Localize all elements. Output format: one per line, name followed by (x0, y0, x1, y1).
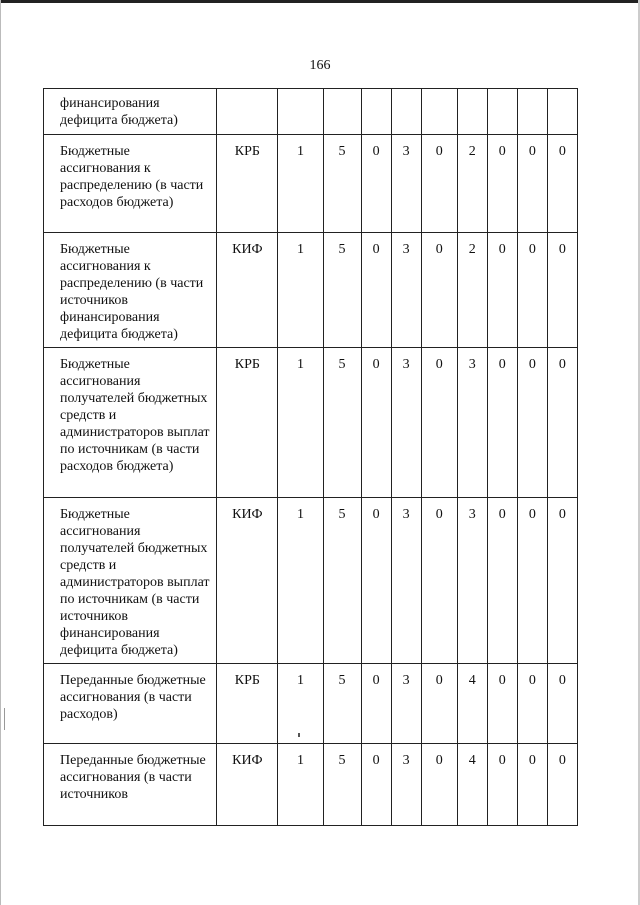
digit-cell: 0 (547, 233, 577, 348)
page-number: 166 (309, 58, 331, 73)
digit-cell: 0 (421, 744, 457, 826)
digit-cell: 0 (421, 498, 457, 664)
scan-edge-top (0, 0, 640, 3)
digit-cell: 5 (323, 348, 361, 498)
digit-cell: 0 (547, 744, 577, 826)
digit-cell: 0 (487, 498, 517, 664)
digit-cell: 0 (517, 664, 547, 744)
digit-cell: 2 (457, 233, 487, 348)
digit-cell: 0 (421, 233, 457, 348)
digit-cell: 0 (361, 664, 391, 744)
digit-cell: 0 (361, 233, 391, 348)
digit-cell: 5 (323, 498, 361, 664)
digit-cell: 1 (278, 498, 323, 664)
digit-cell: 5 (323, 664, 361, 744)
table-row (44, 233, 578, 348)
table-row (44, 664, 578, 744)
digit-cell (457, 89, 487, 135)
digit-cell: 5 (323, 233, 361, 348)
digit-cell (323, 89, 361, 135)
digit-cell: 1 (278, 348, 323, 498)
digit-cell (391, 89, 421, 135)
digit-cell (278, 89, 323, 135)
digit-cell: 4 (457, 744, 487, 826)
digit-cell: 0 (421, 664, 457, 744)
digit-cell: 1 (278, 135, 323, 233)
digit-cell: 0 (361, 498, 391, 664)
row-type-code: КРБ (217, 135, 278, 233)
digit-cell: 1 (278, 664, 323, 744)
digit-cell: 0 (547, 664, 577, 744)
digit-cell: 3 (457, 498, 487, 664)
digit-cell (361, 89, 391, 135)
scan-artifact-mark (4, 708, 5, 730)
scan-artifact-dot (298, 733, 300, 737)
digit-cell: 3 (391, 498, 421, 664)
digit-cell: 2 (457, 135, 487, 233)
digit-cell: 0 (361, 135, 391, 233)
table-row (44, 89, 578, 135)
scan-edge-left (0, 0, 1, 905)
digit-cell: 3 (391, 233, 421, 348)
table-row (44, 498, 578, 664)
digit-cell (421, 89, 457, 135)
digit-cell: 0 (517, 348, 547, 498)
digit-cell: 0 (517, 135, 547, 233)
digit-cell: 0 (517, 744, 547, 826)
table-row (44, 135, 578, 233)
row-description: финансирования дефицита бюджета) (44, 89, 217, 135)
row-description: Переданные бюджетные ассигнования (в части источников (44, 744, 217, 826)
digit-cell: 0 (547, 135, 577, 233)
table-row (44, 348, 578, 498)
digit-cell: 5 (323, 135, 361, 233)
digit-cell: 3 (391, 135, 421, 233)
digit-cell: 1 (278, 744, 323, 826)
row-description: Переданные бюджетные ассигнования (в части расходов) (44, 664, 217, 744)
row-type-code: КРБ (217, 348, 278, 498)
row-description: Бюджетные ассигнования к распределению (в части расходов бюджета) (44, 135, 217, 233)
digit-cell: 0 (487, 664, 517, 744)
digit-cell: 0 (487, 744, 517, 826)
digit-cell: 3 (391, 744, 421, 826)
digit-cell: 0 (361, 348, 391, 498)
digit-cell: 4 (457, 664, 487, 744)
table-row (44, 744, 578, 826)
digit-cell (517, 89, 547, 135)
digit-cell: 0 (421, 135, 457, 233)
digit-cell: 0 (487, 348, 517, 498)
digit-cell: 3 (391, 348, 421, 498)
digit-cell: 0 (547, 498, 577, 664)
digit-cell: 0 (487, 135, 517, 233)
digit-cell: 0 (487, 233, 517, 348)
digit-cell: 0 (517, 498, 547, 664)
row-type-code: КИФ (217, 744, 278, 826)
row-description: Бюджетные ассигнования получателей бюджетных средств и администраторов выплат по источникам (в части расходов бюджета) (44, 348, 217, 498)
row-description: Бюджетные ассигнования к распределению (в части источников финансирования дефицита бюджета) (44, 233, 217, 348)
row-description: Бюджетные ассигнования получателей бюджетных средств и администраторов выплат по источникам (в части источников финансирования дефицита бюджета) (44, 498, 217, 664)
digit-cell: 0 (421, 348, 457, 498)
digit-cell: 0 (361, 744, 391, 826)
digit-cell: 1 (278, 233, 323, 348)
digit-cell (547, 89, 577, 135)
digit-cell: 0 (547, 348, 577, 498)
row-type-code: КИФ (217, 498, 278, 664)
digit-cell: 3 (391, 664, 421, 744)
row-type-code (217, 89, 278, 135)
digit-cell (487, 89, 517, 135)
digit-cell: 3 (457, 348, 487, 498)
digit-cell: 5 (323, 744, 361, 826)
row-type-code: КИФ (217, 233, 278, 348)
budget-accounts-table (43, 88, 578, 826)
digit-cell: 0 (517, 233, 547, 348)
row-type-code: КРБ (217, 664, 278, 744)
